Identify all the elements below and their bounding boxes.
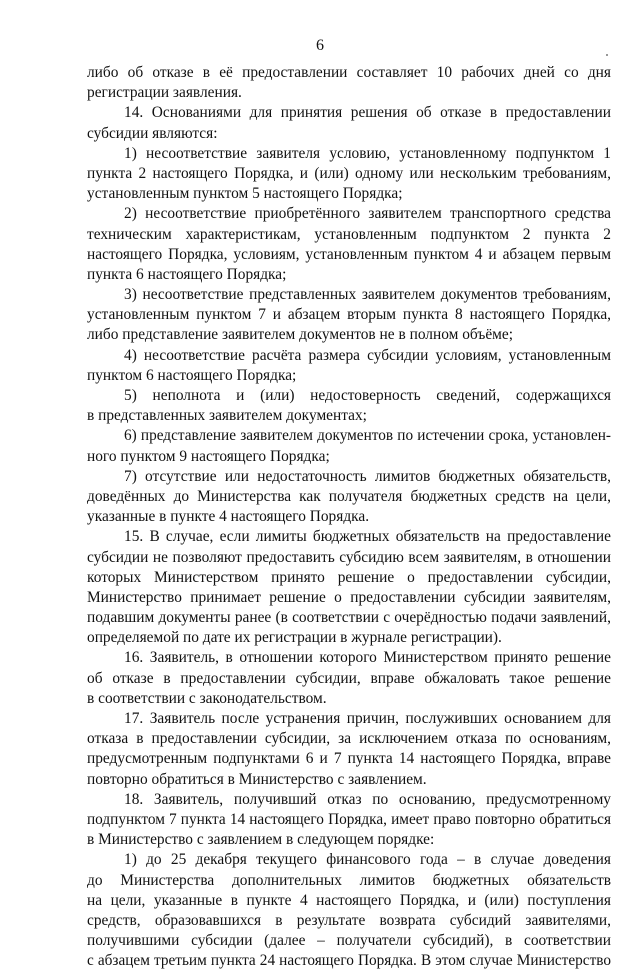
text-line: повторно обратиться в Министерство с заявлением.	[87, 770, 427, 788]
text-line: 1) до 25 декабря текущего финансового года – в случае доведения	[124, 851, 611, 869]
text-line: 4) несоответствие расчёта размера субсидии условиям, установленным	[124, 346, 611, 364]
text-line: 16. Заявитель, в отношении которого Министерством принято решение	[124, 649, 611, 667]
text-line: подпунктом 7 пункта 14 настоящего Порядка, имеет право повторно обратиться	[87, 810, 611, 828]
scan-speck	[606, 54, 608, 56]
text-line: 14. Основаниями для принятия решения об отказе в предоставлении	[124, 104, 611, 122]
text-line: пункта 2 настоящего Порядка, и (или) одному или нескольким требованиям,	[87, 164, 611, 182]
text-line: 17. Заявитель после устранения причин, послуживших основанием для	[124, 710, 611, 727]
text-line: на цели, указанные в пункте 4 настоящего Порядка, и (или) поступления	[87, 891, 611, 909]
text-line: Министерство принимает решение о предоставлении субсидии заявителям,	[87, 588, 611, 606]
text-line: средств, образовавшихся в результате возврата субсидий заявителями,	[87, 911, 611, 929]
text-line: 5) неполнота и (или) недостоверность сведений, содержащихся	[124, 387, 611, 404]
text-line: отказа в предоставлении субсидии, за исключением отказа по основаниям,	[87, 730, 611, 748]
text-line: настоящего Порядка, условиям, установленным пунктом 4 и абзацем первым	[87, 245, 611, 263]
text-line: указанные в пункте 4 настоящего Порядка.	[87, 508, 370, 526]
text-line: определяемой по дате их регистрации в журнале регистрации).	[87, 629, 502, 647]
text-line: 2) несоответствие приобретённого заявителем транспортного средства	[124, 205, 611, 223]
text-line: ного пунктом 9 настоящего Порядка;	[87, 447, 330, 465]
text-line: предусмотренным подпунктами 6 и 7 пункта 14 настоящего Порядка, вправе	[87, 750, 611, 768]
text-line: до Министерства дополнительных лимитов бюджетных обязательств	[87, 871, 611, 889]
text-line: 15. В случае, если лимиты бюджетных обязательств на предоставление	[124, 528, 611, 546]
text-line: пункта 6 настоящего Порядка;	[87, 265, 287, 283]
text-line: установленным пунктом 5 настоящего Порядка;	[87, 185, 403, 203]
text-line: 6) представление заявителем документов по истечении срока, установлен-	[124, 427, 611, 445]
text-line: 7) отсутствие или недостаточность лимитов бюджетных обязательств,	[124, 467, 611, 485]
text-line: с абзацем третьим пункта 24 настоящего Порядка. В этом случае Министерство	[87, 952, 611, 970]
text-line: 3) несоответствие представленных заявителем документов требованиям,	[124, 286, 611, 304]
text-line: об отказе в предоставлении субсидии, вправе обжаловать такое решение	[87, 669, 611, 687]
text-line: в соответствии с законодательством.	[87, 689, 327, 707]
text-line: регистрации заявления.	[87, 84, 242, 102]
text-line: субсидии не позволяют предоставить субсидию всем заявителям, в отношении	[87, 548, 611, 566]
text-line: получившими субсидии (далее – получатели субсидий), в соответствии	[87, 932, 611, 950]
text-line: пунктом 6 настоящего Порядка;	[87, 366, 297, 384]
page-number: 6	[316, 37, 324, 54]
text-line: субсидии являются:	[87, 124, 218, 142]
text-line: в представленных заявителем документах;	[87, 407, 367, 425]
text-line: техническим характеристикам, установленным подпунктом 2 пункта 2	[87, 225, 611, 243]
text-line: доведённых до Министерства как получателя бюджетных средств на цели,	[87, 487, 611, 505]
text-line: либо представление заявителем документов не в полном объёме;	[87, 326, 513, 344]
document-body	[87, 63, 611, 971]
text-line: либо об отказе в её предоставлении составляет 10 рабочих дней со дня	[87, 64, 611, 81]
text-line: подавшим документы ранее (в соответствии с очерёдностью подачи заявлений,	[87, 609, 611, 627]
text-line: 1) несоответствие заявителя условию, установленному подпунктом 1	[124, 144, 611, 162]
text-line: 18. Заявитель, получивший отказ по основанию, предусмотренному	[124, 790, 611, 808]
text-line: которых Министерством принято решение о предоставлении субсидии,	[87, 568, 611, 586]
text-line: установленным пунктом 7 и абзацем вторым пункта 8 настоящего Порядка,	[87, 306, 611, 324]
text-line: в Министерство с заявлением в следующем порядке:	[87, 831, 435, 849]
